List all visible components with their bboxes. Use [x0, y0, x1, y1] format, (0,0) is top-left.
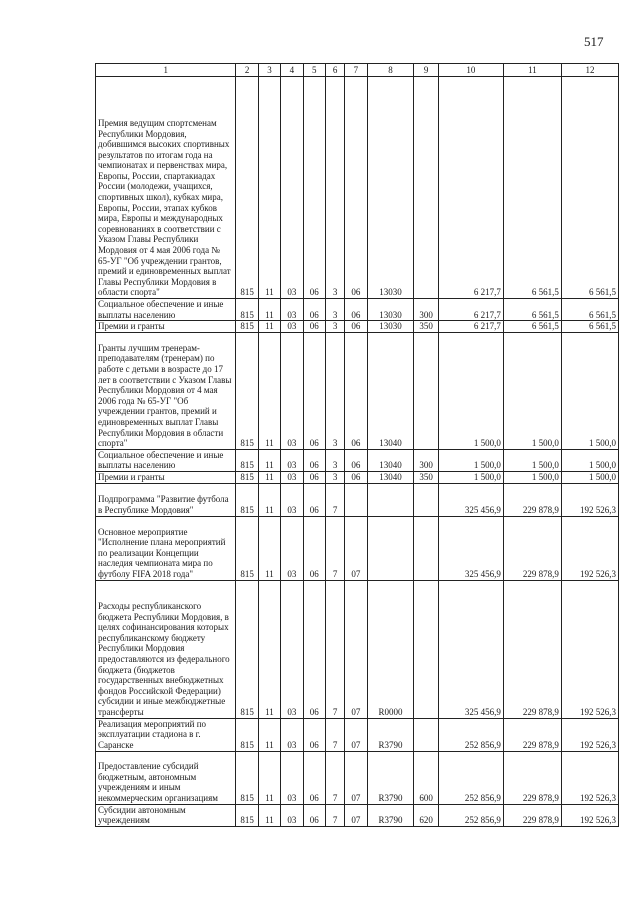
row-cell: 13030 — [367, 77, 414, 299]
row-cell: 600 — [414, 751, 438, 804]
row-cell: R3790 — [367, 804, 414, 826]
row-cell: 03 — [281, 299, 303, 321]
table-row — [96, 471, 619, 483]
row-cell: 6 561,5 — [561, 77, 618, 299]
row-cell: 252 856,9 — [438, 718, 503, 751]
row-cell: 06 — [345, 321, 367, 333]
row-cell: 192 526,3 — [561, 516, 618, 580]
row-description: Премии и гранты — [96, 321, 236, 333]
row-cell: 11 — [258, 580, 280, 718]
row-cell: 350 — [414, 321, 438, 333]
row-cell: 229 878,9 — [503, 580, 561, 718]
row-cell: 03 — [281, 77, 303, 299]
row-cell: 3 — [325, 471, 344, 483]
row-cell: 11 — [258, 751, 280, 804]
row-cell: 03 — [281, 449, 303, 471]
row-cell — [414, 718, 438, 751]
row-cell: 3 — [325, 332, 344, 449]
row-cell: 11 — [258, 804, 280, 826]
row-cell: 06 — [303, 718, 325, 751]
row-cell: 6 561,5 — [503, 299, 561, 321]
table-body — [96, 77, 619, 827]
row-cell: 815 — [236, 299, 258, 321]
row-cell: 815 — [236, 449, 258, 471]
row-cell: 6 561,5 — [503, 321, 561, 333]
row-cell: 03 — [281, 516, 303, 580]
row-cell: 815 — [236, 321, 258, 333]
row-cell: 192 526,3 — [561, 804, 618, 826]
row-cell: 6 561,5 — [503, 77, 561, 299]
row-cell: 13040 — [367, 471, 414, 483]
row-cell: 13030 — [367, 299, 414, 321]
row-cell: 06 — [345, 332, 367, 449]
row-description: Премии и гранты — [96, 471, 236, 483]
row-cell — [345, 483, 367, 516]
row-cell: 03 — [281, 471, 303, 483]
row-cell: 07 — [345, 580, 367, 718]
row-cell: 815 — [236, 332, 258, 449]
row-cell: 6 561,5 — [561, 321, 618, 333]
row-cell: 815 — [236, 77, 258, 299]
row-cell: 192 526,3 — [561, 751, 618, 804]
header-cell: 6 — [325, 64, 344, 77]
header-cell: 11 — [503, 64, 561, 77]
row-cell: R3790 — [367, 751, 414, 804]
row-cell: 229 878,9 — [503, 804, 561, 826]
table-row — [96, 516, 619, 580]
row-cell: 7 — [325, 751, 344, 804]
row-cell: 03 — [281, 804, 303, 826]
row-cell: 252 856,9 — [438, 751, 503, 804]
row-cell: 07 — [345, 718, 367, 751]
header-cell: 2 — [236, 64, 258, 77]
row-cell — [414, 77, 438, 299]
row-cell — [367, 483, 414, 516]
row-cell: 1 500,0 — [438, 471, 503, 483]
row-cell: 07 — [345, 804, 367, 826]
row-cell: 06 — [303, 516, 325, 580]
row-cell: 815 — [236, 718, 258, 751]
row-cell: 03 — [281, 580, 303, 718]
header-cell: 7 — [345, 64, 367, 77]
row-description: Расходы республиканского бюджета Республики Мордовия, в целях софинансирования которых республиканскому бюджету Республики Мордовия предоставляются из федерального бюджета (бюджетов государственных внебюджетных фондов Российской Федерации) субсидии и иные межбюджетные трансферты — [96, 580, 236, 718]
row-cell: 07 — [345, 751, 367, 804]
header-cell: 12 — [561, 64, 618, 77]
row-cell: 815 — [236, 516, 258, 580]
row-cell: 11 — [258, 321, 280, 333]
row-cell: 815 — [236, 751, 258, 804]
row-cell: R0000 — [367, 580, 414, 718]
row-cell: 13040 — [367, 332, 414, 449]
row-cell: 6 217,7 — [438, 299, 503, 321]
row-cell: 7 — [325, 718, 344, 751]
row-cell: 11 — [258, 332, 280, 449]
row-cell: 7 — [325, 516, 344, 580]
row-description: Основное мероприятие "Исполнение плана мероприятий по реализации Концепции наследия чемпионата мира по футболу FIFA 2018 года" — [96, 516, 236, 580]
row-description: Подпрограмма "Развитие футбола в Республике Мордовия" — [96, 483, 236, 516]
row-cell: 192 526,3 — [561, 580, 618, 718]
table-row — [96, 580, 619, 718]
row-cell: 13030 — [367, 321, 414, 333]
row-cell: 06 — [345, 471, 367, 483]
row-cell: 06 — [303, 471, 325, 483]
header-cell: 5 — [303, 64, 325, 77]
row-cell: 3 — [325, 299, 344, 321]
row-cell: 350 — [414, 471, 438, 483]
table-row — [96, 299, 619, 321]
row-cell: 1 500,0 — [438, 449, 503, 471]
row-cell: R3790 — [367, 718, 414, 751]
row-description: Гранты лучшим тренерам-преподавателям (тренерам) по работе с детьми в возрасте до 17 лет в соответствии с Указом Главы Республики Мордовия от 4 мая 2006 года № 65-УГ "Об учреждении грантов, премий и единовременных выплат Главы Республики Мордовия в области спорта" — [96, 332, 236, 449]
row-cell: 11 — [258, 77, 280, 299]
row-cell: 06 — [303, 332, 325, 449]
row-cell: 11 — [258, 516, 280, 580]
row-cell: 06 — [303, 299, 325, 321]
row-cell: 252 856,9 — [438, 804, 503, 826]
row-cell: 06 — [345, 299, 367, 321]
table-row — [96, 332, 619, 449]
row-description: Социальное обеспечение и иные выплаты населению — [96, 449, 236, 471]
row-cell: 229 878,9 — [503, 718, 561, 751]
header-cell: 3 — [258, 64, 280, 77]
row-cell: 06 — [303, 751, 325, 804]
row-cell: 11 — [258, 471, 280, 483]
row-cell: 325 456,9 — [438, 580, 503, 718]
row-cell: 815 — [236, 580, 258, 718]
table-row — [96, 804, 619, 826]
row-cell: 1 500,0 — [438, 332, 503, 449]
row-cell: 06 — [303, 804, 325, 826]
header-row — [96, 64, 619, 77]
row-cell — [414, 483, 438, 516]
row-cell: 229 878,9 — [503, 751, 561, 804]
row-cell: 229 878,9 — [503, 483, 561, 516]
row-cell: 7 — [325, 804, 344, 826]
row-cell: 7 — [325, 483, 344, 516]
row-cell — [414, 516, 438, 580]
row-cell: 6 561,5 — [561, 299, 618, 321]
row-cell: 07 — [345, 516, 367, 580]
row-cell: 3 — [325, 77, 344, 299]
row-cell — [414, 332, 438, 449]
row-cell: 229 878,9 — [503, 516, 561, 580]
row-cell: 06 — [303, 449, 325, 471]
row-cell: 11 — [258, 483, 280, 516]
header-cell: 8 — [367, 64, 414, 77]
row-cell: 03 — [281, 483, 303, 516]
row-description: Предоставление субсидий бюджетным, автономным учреждениям и иным некоммерческим организациям — [96, 751, 236, 804]
row-cell: 1 500,0 — [561, 471, 618, 483]
header-cell: 10 — [438, 64, 503, 77]
table-row — [96, 77, 619, 299]
row-cell: 815 — [236, 471, 258, 483]
row-cell: 03 — [281, 321, 303, 333]
row-cell: 1 500,0 — [503, 449, 561, 471]
row-cell: 11 — [258, 299, 280, 321]
row-description: Субсидии автономным учреждениям — [96, 804, 236, 826]
row-cell: 620 — [414, 804, 438, 826]
row-cell: 11 — [258, 449, 280, 471]
row-description: Премия ведущим спортсменам Республики Мордовия, добившимся высоких спортивных результатов по итогам года на чемпионатах и первенствах мира, Европы, России, спартакиадах России (молодежи, учащихся, спортивных школ), кубках мира, Европы, России, этапах кубков мира, Европы и международных соревнованиях в соответствии с Указом Главы Республики Мордовия от 4 мая 2006 года № 65-УГ "Об учреждении грантов, премий и единовременных выплат Главы Республики Мордовия в области спорта" — [96, 77, 236, 299]
row-cell: 1 500,0 — [561, 449, 618, 471]
row-cell: 1 500,0 — [561, 332, 618, 449]
table-row — [96, 718, 619, 751]
table-row — [96, 449, 619, 471]
page-number: 517 — [584, 34, 604, 49]
row-cell: 1 500,0 — [503, 471, 561, 483]
row-cell: 6 217,7 — [438, 321, 503, 333]
row-cell — [414, 580, 438, 718]
table-row — [96, 483, 619, 516]
row-cell: 03 — [281, 751, 303, 804]
row-cell: 06 — [345, 449, 367, 471]
budget-table — [95, 63, 619, 827]
row-cell: 6 217,7 — [438, 77, 503, 299]
row-cell: 06 — [345, 77, 367, 299]
row-cell: 06 — [303, 483, 325, 516]
row-cell: 815 — [236, 804, 258, 826]
row-cell: 300 — [414, 449, 438, 471]
row-cell: 03 — [281, 332, 303, 449]
row-cell: 192 526,3 — [561, 483, 618, 516]
row-cell: 06 — [303, 321, 325, 333]
row-cell: 03 — [281, 718, 303, 751]
table-row — [96, 751, 619, 804]
row-cell: 11 — [258, 718, 280, 751]
row-cell: 1 500,0 — [503, 332, 561, 449]
row-cell: 300 — [414, 299, 438, 321]
table-row — [96, 321, 619, 333]
header-cell: 1 — [96, 64, 236, 77]
row-cell: 325 456,9 — [438, 516, 503, 580]
row-description: Социальное обеспечение и иные выплаты населению — [96, 299, 236, 321]
row-cell: 06 — [303, 580, 325, 718]
row-cell: 13040 — [367, 449, 414, 471]
row-cell: 7 — [325, 580, 344, 718]
row-cell: 325 456,9 — [438, 483, 503, 516]
header-cell: 4 — [281, 64, 303, 77]
row-cell: 3 — [325, 321, 344, 333]
row-cell: 06 — [303, 77, 325, 299]
row-cell: 192 526,3 — [561, 718, 618, 751]
row-cell — [367, 516, 414, 580]
row-description: Реализация мероприятий по эксплуатации стадиона в г. Саранске — [96, 718, 236, 751]
header-cell: 9 — [414, 64, 438, 77]
row-cell: 815 — [236, 483, 258, 516]
row-cell: 3 — [325, 449, 344, 471]
